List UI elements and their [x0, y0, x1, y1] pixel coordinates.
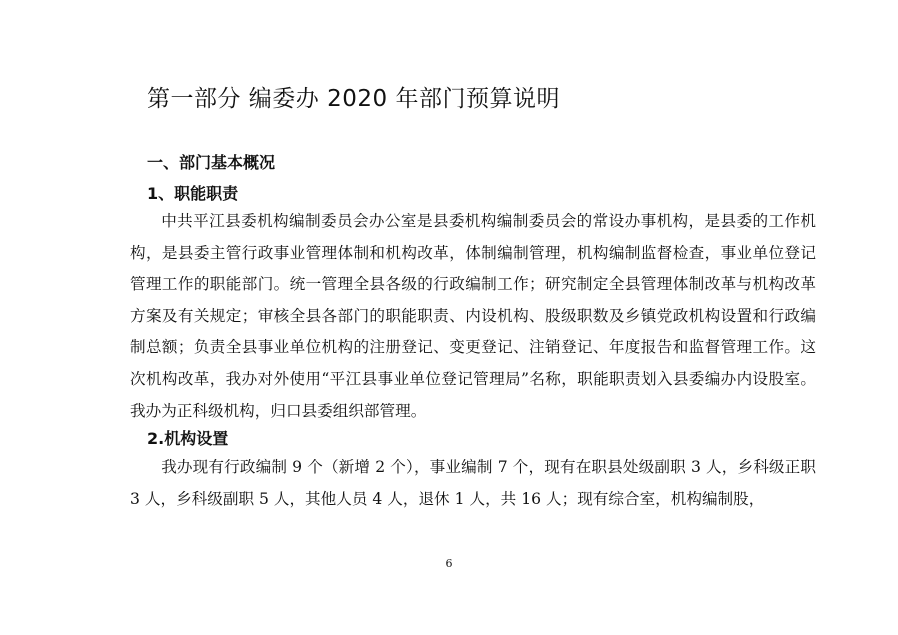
subsection-heading-functions: 1、职能职责: [147, 184, 239, 203]
functions-paragraph: 中共平江县委机构编制委员会办公室是县委机构编制委员会的常设办事机构，是县委的工作机构，是县委主管行政事业管理体制和机构改革，体制编制管理，机构编制监督检查，事业单位登记管理工作的职能部门。统一管理全县各级的行政编制工作；研究制定全县管理体制改革与机构改革方案及有关规定；审核全县各部门的职能职责、内设机构、股级职数及乡镇党政机构设置和行政编制总额；负责全县事业单位机构的注册登记、变更登记、注销登记、年度报告和监督管理工作。这次机构改革，我办对外使用“平江县事业单位登记管理局”名称，职能职责划入县委编办内设股室。我办为正科级机构，归口县委组织部管理。: [130, 212, 816, 420]
page-number: 6: [445, 557, 453, 570]
page-title: 第一部分 编委办 2020 年部门预算说明: [147, 86, 560, 112]
section-heading: 一、部门基本概况: [147, 153, 276, 172]
organization-paragraph: 我办现有行政编制 9 个（新增 2 个），事业编制 7 个，现有在职县处级副职 3 人，乡科级正职 3 人，乡科级副职 5 人，其他人员 4 人，退休 1 人，共 16 人；现有综合室，机构编制股，: [130, 458, 816, 508]
subsection-heading-organization: 2.机构设置: [147, 429, 229, 448]
